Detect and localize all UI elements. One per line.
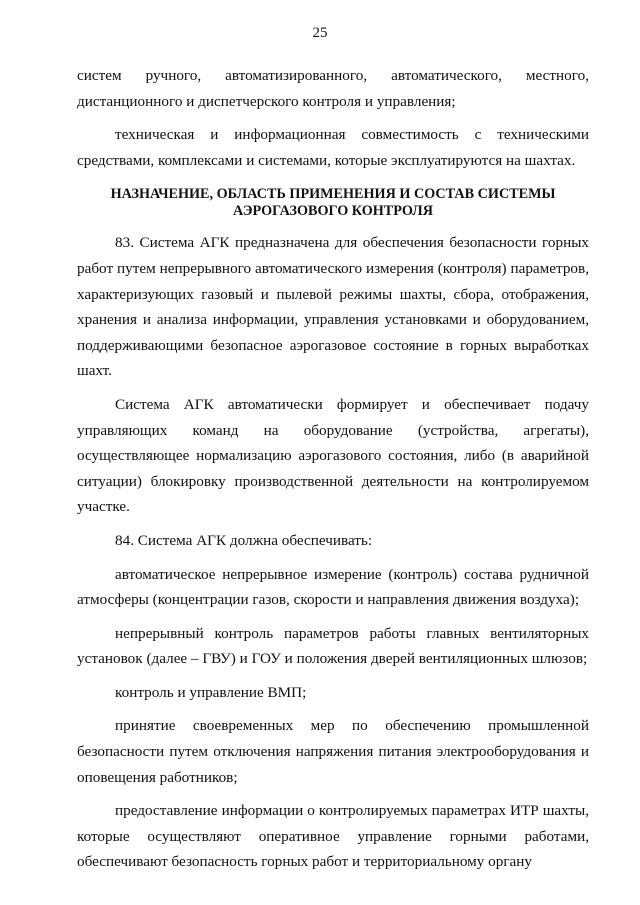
paragraph: принятие своевременных мер по обеспечению промышленной безопасности путем отключения напряжения питания электрооборудования и оповещения работников;	[77, 717, 589, 786]
section-heading-line: АЭРОГАЗОВОГО КОНТРОЛЯ	[233, 202, 433, 219]
paragraph-line: систем ручного, автоматизированного, автоматического, местного,	[77, 67, 589, 84]
paragraph: дистанционного и диспетчерского контроля и управления;	[77, 92, 456, 110]
page-number: 25	[312, 25, 328, 41]
paragraph: 83. Система АГК предназначена для обеспечения безопасности горных работ путем непрерывного автоматического измерения (контроля) параметров, характеризующих газовый и пылевой режимы шахты, сбора, отображения, хранения и анализа информации, управления установками и оборудованием, поддерживающими безопасное аэрогазовое состояние в горных выработках шахт.	[77, 234, 589, 380]
section-heading-line: НАЗНАЧЕНИЕ, ОБЛАСТЬ ПРИМЕНЕНИЯ И СОСТАВ СИСТЕМЫ	[110, 186, 556, 203]
paragraph: Система АГК автоматически формирует и обеспечивает подачу управляющих команд на оборудование (устройства, агрегаты), осуществляющее нормализацию аэрогазового состояния, либо (в аварийной ситуации) блокировку производственной деятельности на контролируемом участке.	[77, 395, 589, 516]
paragraph: контроль и управление ВМП;	[115, 683, 307, 701]
paragraph: предоставление информации о контролируемых параметрах ИТР шахты, которые осуществляют оперативное управление горными работами, обеспечивают безопасность горных работ и территориальному органу	[77, 802, 589, 871]
section-heading	[77, 186, 589, 219]
paragraph: автоматическое непрерывное измерение (контроль) состава рудничной атмосферы (концентрации газов, скорости и направления движения воздуха);	[77, 565, 589, 609]
paragraph: 84. Система АГК должна обеспечивать:	[115, 531, 373, 549]
body-text	[77, 63, 589, 875]
paragraph: техническая и информационная совместимость с техническими средствами, комплексами и системами, которые эксплуатируются на шахтах.	[77, 126, 589, 169]
paragraph: непрерывный контроль параметров работы главных вентиляторных установок (далее – ГВУ) и ГОУ и положения дверей вентиляционных шлюзов;	[77, 624, 589, 668]
